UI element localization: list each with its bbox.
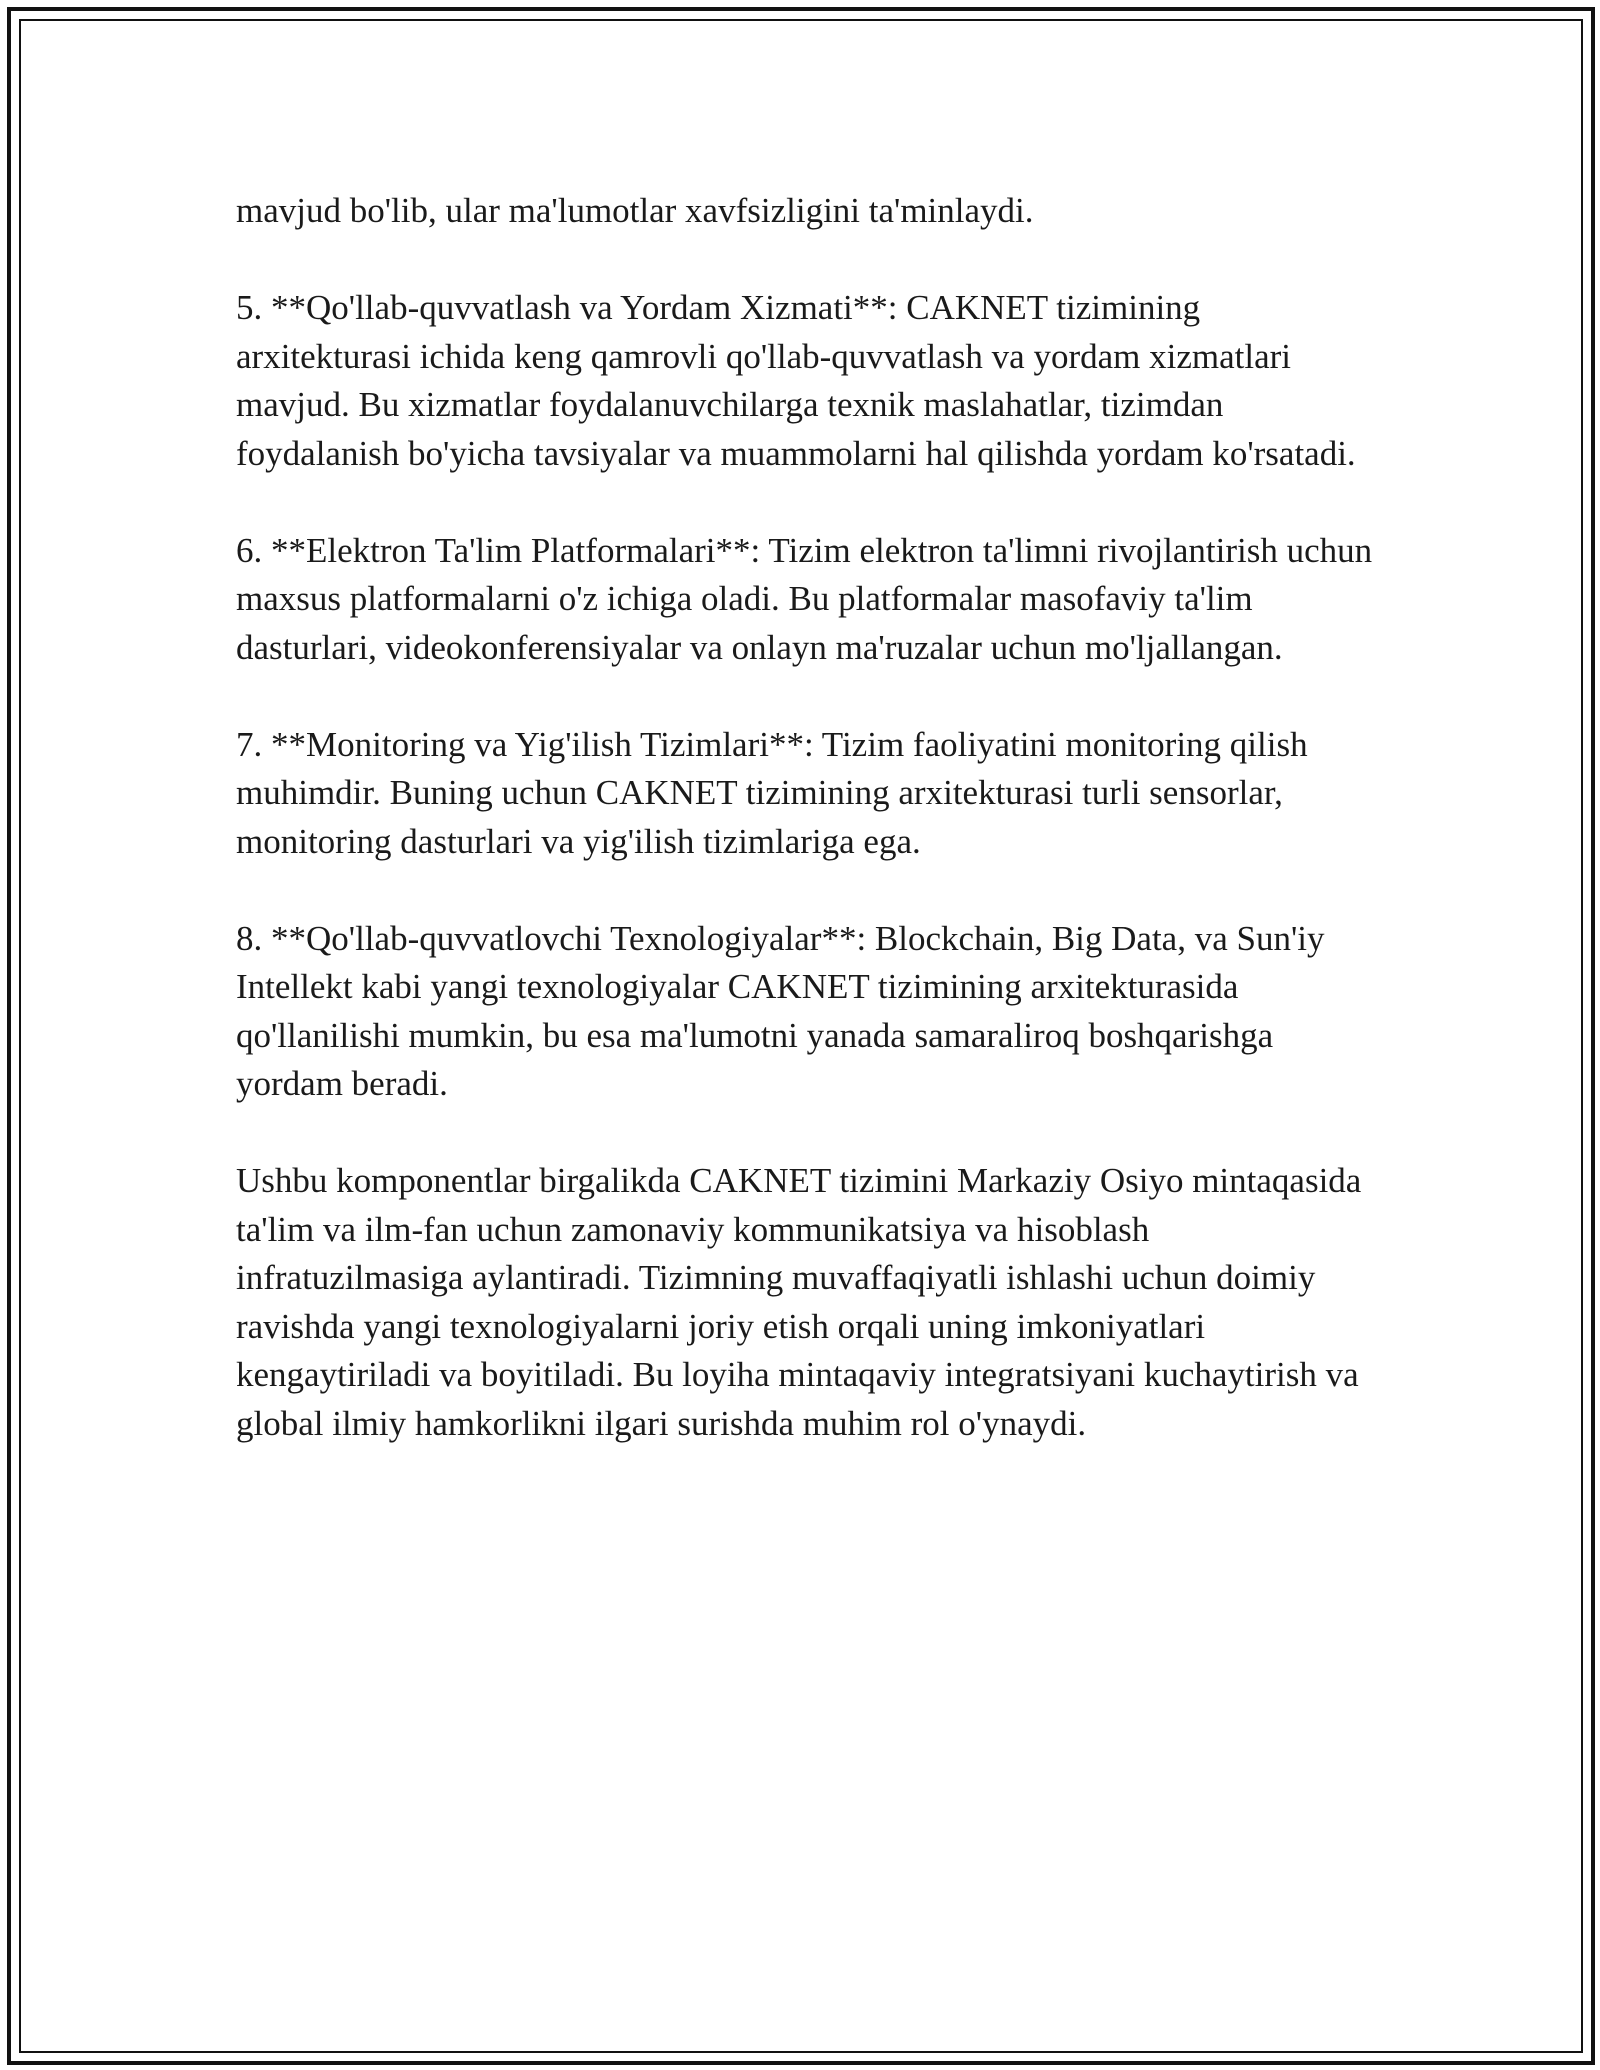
paragraph-continuation: mavjud bo'lib, ular ma'lumotlar xavfsizligini ta'minlaydi. <box>236 191 1034 230</box>
paragraph-item-7-monitoring: 7. **Monitoring va Yig'ilish Tizimlari**: Tizim faoliyatini monitoring qilish muhimdir. Buning uchun CAKNET tizimining arxitekturasi turli sensorlar, monitoring dasturlari va yig'ilish tizimlariga ega. <box>236 724 1308 861</box>
document-body <box>236 187 1376 1497</box>
paragraph-item-6-e-learning: 6. **Elektron Ta'lim Platformalari**: Tizim elektron ta'limni rivojlantirish uchun maxsus platformalarni o'z ichiga oladi. Bu platformalar masofaviy ta'lim dasturlari, videokonferensiyalar va onlayn ma'ruzalar uchun mo'ljallangan. <box>236 530 1373 667</box>
paragraph-conclusion: Ushbu komponentlar birgalikda CAKNET tizimini Markaziy Osiyo mintaqasida ta'lim va ilm-fan uchun zamonaviy kommunikatsiya va hisoblash infratuzilmasiga aylantiradi. Tizimning muvaffaqiyatli ishlashi uchun doimiy ravishda yangi texnologiyalarni joriy etish orqali uning imkoniyatlari kengaytiriladi va boyitiladi. Bu loyiha mintaqaviy integratsiyani kuchaytirish va global ilmiy hamkorlikni ilgari surishda muhim rol o'ynaydi. <box>236 1161 1362 1443</box>
paragraph-item-5-support-service: 5. **Qo'llab-quvvatlash va Yordam Xizmati**: CAKNET tizimining arxitekturasi ichida keng qamrovli qo'llab-quvvatlash va yordam xizmatlari mavjud. Bu xizmatlar foydalanuvchilarga texnik maslahatlar, tizimdan foydalanish bo'yicha tavsiyalar va muammolarni hal qilishda yordam ko'rsatadi. <box>236 288 1356 473</box>
paragraph-item-8-technologies: 8. **Qo'llab-quvvatlovchi Texnologiyalar**: Blockchain, Big Data, va Sun'iy Intellekt kabi yangi texnologiyalar CAKNET tizimining arxitekturasida qo'llanilishi mumkin, bu esa ma'lumotni yanada samaraliroq boshqarishga yordam beradi. <box>236 918 1325 1103</box>
